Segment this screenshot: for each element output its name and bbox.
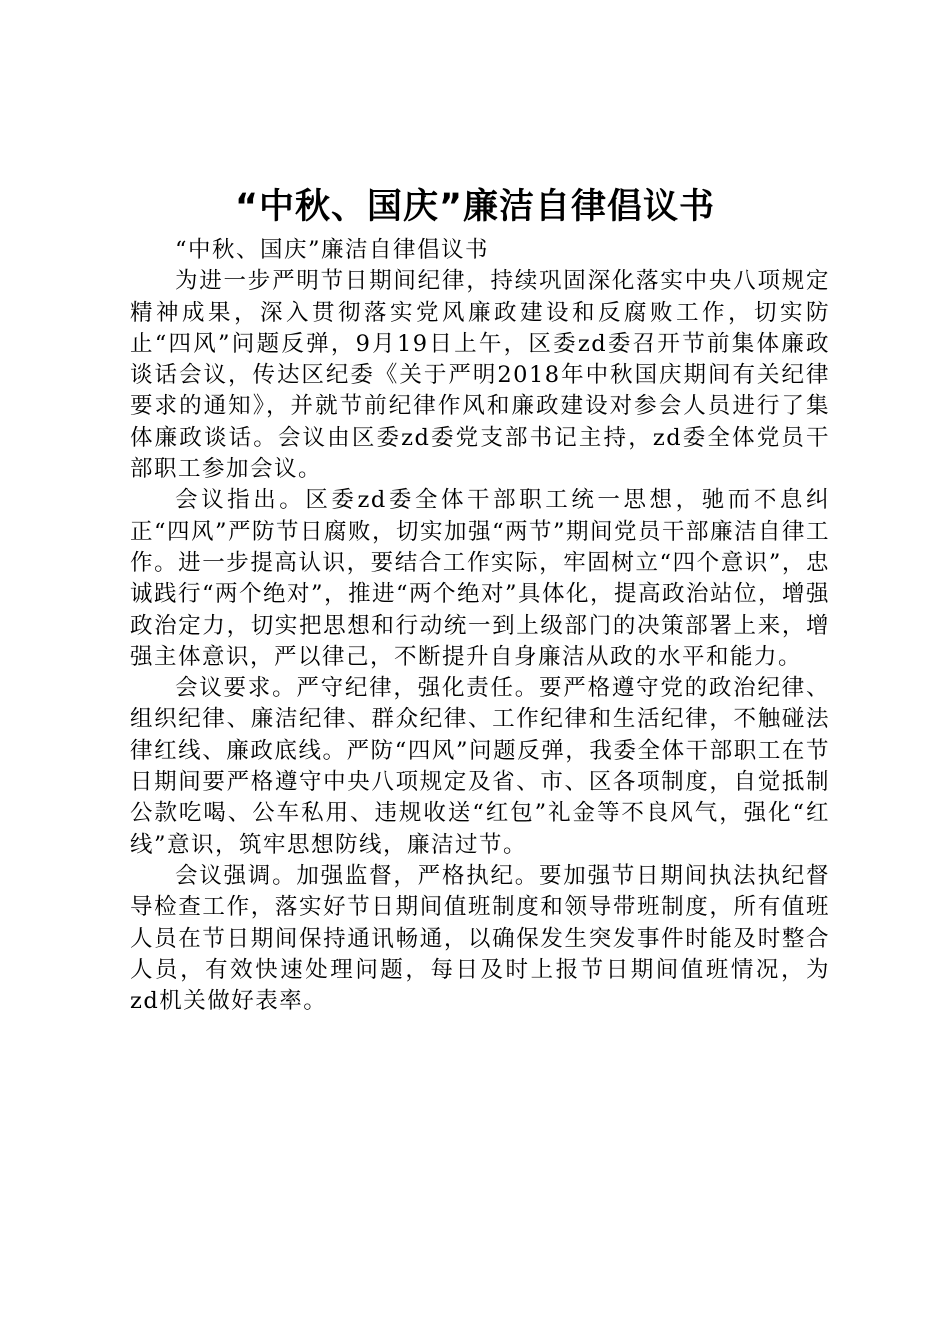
- body-paragraph: 会议要求。严守纪律，强化责任。要严格遵守党的政治纪律、组织纪律、廉洁纪律、群众纪律、工作纪律和生活纪律，不触碰法律红线、廉政底线。严防“四风”问题反弹，我委全体干部职工在节日期间要严格遵守中央八项规定及省、市、区各项制度，自觉抵制公款吃喝、公车私用、违规收送“红包”礼金等不良风气，强化“红线”意识，筑牢思想防线，廉洁过节。: [130, 675, 830, 858]
- body-paragraph: 会议指出。区委zd委全体干部职工统一思想，驰而不息纠正“四风”严防节日腐败，切实加强“两节”期间党员干部廉洁自律工作。进一步提高认识，要结合工作实际，牢固树立“四个意识”，忠诚践行“两个绝对”，推进“两个绝对”具体化，提高政治站位，增强政治定力，切实把思想和行动统一到上级部门的决策部署上来，增强主体意识，严以律己，不断提升自身廉洁从政的水平和能力。: [130, 487, 831, 670]
- document-body: [130, 235, 830, 1017]
- body-paragraph: 会议强调。加强监督，严格执纪。要加强节日期间执法执纪督导检查工作，落实好节日期间值班制度和领导带班制度，所有值班人员在节日期间保持通讯畅通，以确保发生突发事件时能及时整合人员，有效快速处理问题，每日及时上报节日期间值班情况，为zd机关做好表率。: [130, 862, 830, 1015]
- body-paragraph: 为进一步严明节日期间纪律，持续巩固深化落实中央八项规定精神成果，深入贯彻落实党风廉政建设和反腐败工作，切实防止“四风”问题反弹，9月19日上午，区委zd委召开节前集体廉政谈话会议，传达区纪委《关于严明2018年中秋国庆期间有关纪律要求的通知》，并就节前纪律作风和廉政建设对参会人员进行了集体廉政谈话。会议由区委zd委党支部书记主持，zd委全体党员干部职工参加会议。: [130, 268, 830, 483]
- document-title: “中秋、国庆”廉洁自律倡议书: [234, 187, 715, 227]
- subtitle-paragraph: “中秋、国庆”廉洁自律倡议书: [175, 237, 490, 263]
